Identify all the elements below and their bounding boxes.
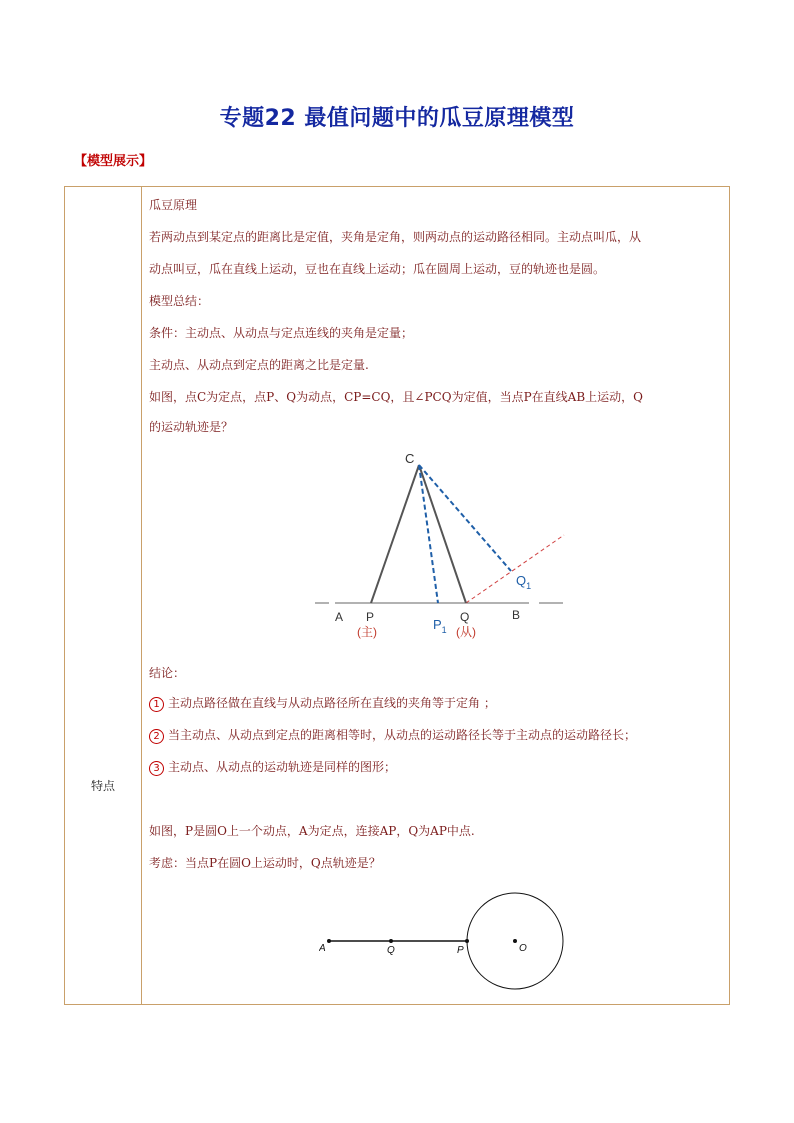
number-badge: 2 (149, 729, 164, 744)
point-q (389, 939, 393, 943)
conclusion-item: 1 主动点路径做在直线与从动点路径所在直线的夹角等于定角 ； (149, 695, 496, 712)
number-badge: 3 (149, 761, 164, 776)
label-p: P (457, 945, 464, 956)
paragraph-line: 模型总结： (149, 294, 210, 308)
paragraph-line: 考虑：当点P在圆O上运动时，Q点轨迹是？ (149, 856, 381, 870)
paragraph-line: 瓜豆原理 (149, 198, 198, 212)
segment-cq (419, 465, 466, 603)
label-slave: (从) (456, 625, 476, 639)
paragraph-line: 若两动点到某定点的距离比是定值，夹角是定角，则两动点的运动路径相同。主动点叫瓜，从 (149, 230, 642, 244)
conclusion-label: 结论： (149, 666, 186, 680)
segment-cp (371, 465, 419, 603)
page-title: 专题22 最值问题中的瓜豆原理模型 (219, 106, 575, 131)
label-p: P (366, 610, 375, 624)
paragraph-line: 如图，点C为定点，点P、Q为动点，CP=CQ，且∠PCQ为定值，当点P在直线AB上运动，Q (149, 390, 643, 404)
point-p (465, 939, 469, 943)
number-badge: 1 (149, 697, 164, 712)
segment-cq1 (419, 465, 511, 571)
point-a (327, 939, 331, 943)
side-label: 特点 (91, 779, 116, 793)
label-a: A (319, 943, 326, 954)
label-q: Q (387, 945, 395, 956)
conclusion-item: 2 当主动点、从动点到定点的距离相等时，从动点的运动路径长等于主动点的运动路径长； (149, 727, 636, 744)
paragraph-line: 动点叫豆，瓜在直线上运动，豆也在直线上运动；瓜在圆周上运动，豆的轨迹也是圆。 (149, 262, 606, 276)
label-b: B (512, 608, 521, 622)
label-p1: $P_1$ (433, 617, 447, 635)
label-q1: $Q_1$ (516, 573, 532, 591)
paragraph-line: 主动点、从动点到定点的距离之比是定量. (149, 358, 369, 372)
label-c: C (405, 451, 415, 466)
label-q: Q (460, 610, 470, 624)
label-o: O (519, 943, 527, 954)
segment-cp1 (419, 465, 438, 603)
paragraph-line: 如图，P是圆O上一个动点，A为定点，连接AP，Q为AP中点. (149, 824, 475, 838)
column-divider (141, 187, 142, 1004)
circle-figure (319, 887, 569, 997)
conclusion-item: 3 主动点、从动点的运动轨迹是同样的图形； (149, 759, 396, 776)
label-master: (主) (357, 625, 377, 639)
trajectory-q (466, 535, 564, 603)
paragraph-line: 的运动轨迹是？ (149, 420, 234, 434)
point-o (513, 939, 517, 943)
model-table (64, 186, 730, 1005)
rotation-figure (309, 449, 579, 649)
label-a: A (335, 610, 344, 624)
paragraph-line: 条件：主动点、从动点与定点连线的夹角是定量； (149, 326, 414, 340)
section-label: 【模型展示】 (74, 154, 153, 169)
